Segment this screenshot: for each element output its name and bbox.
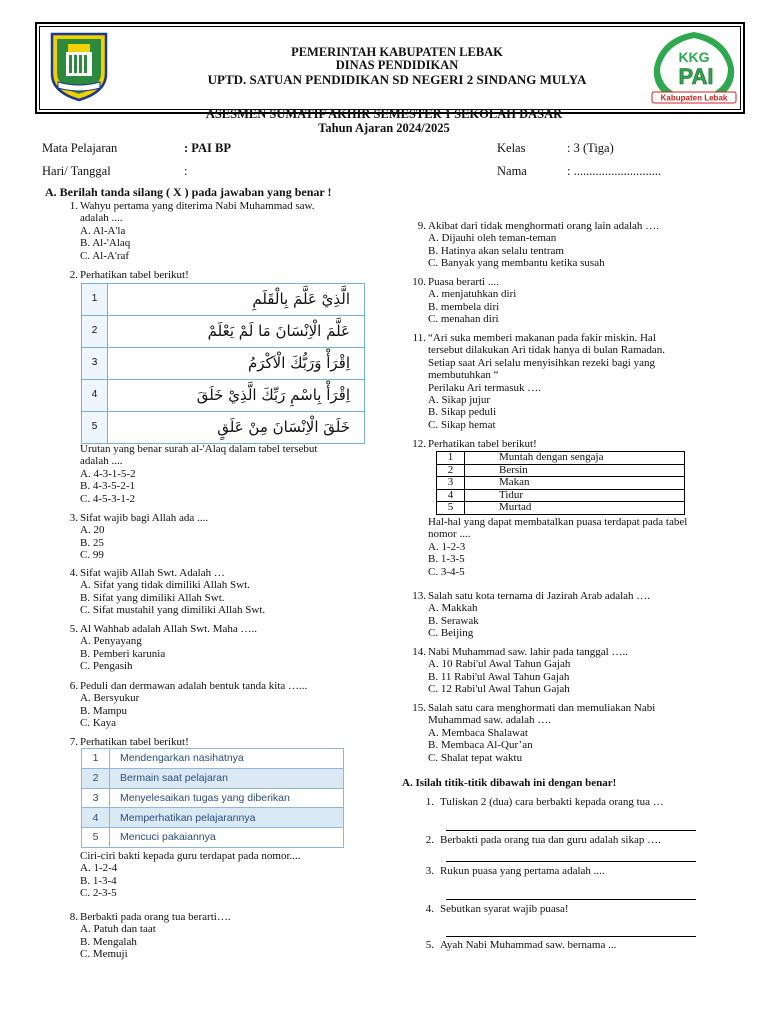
essay-question-2: 2. Berbakti pada orang tua dan guru adalah sikap ….	[425, 834, 661, 846]
question-15: 15. Salah satu cara menghormati dan memuliakan Nabi Muhammad saw. adalah …. A. Membaca Shalawat B. Membaca Al-Qur’an C. Shalat tepat waktu	[404, 702, 714, 764]
arabic-verse-table: 1 الَّذِيْ عَلَّمَ بِالْقَلَمِ 2 عَلَّمَ الْاِنْسَانَ مَا لَمْ يَعْلَمْ 3 اِقْرَأْ وَرَبُّكَ الْاَكْرَمُ 4 اِقْرَأْ بِاسْمِ رَبِّكَ الَّذِيْ خَلَقَ 5 خَلَقَ الْاِنْسَانَ مِنْ عَلَقٍ	[81, 283, 365, 444]
answer-line-2[interactable]	[446, 861, 696, 862]
lebak-regency-logo-icon	[48, 30, 110, 102]
section-b-instruction: A. Isilah titik-titik dibawah ini dengan benar!	[402, 777, 617, 789]
option-c[interactable]: C. 2-3-5	[80, 887, 117, 900]
teacher-respect-table: 1 Mendengarkan nasihatnya 2 Bermain saat pelajaran 3 Menyelesaikan tugas yang diberikan 4 Memperhatikan pelajarannya 5 Mencuci pakaiannya	[81, 748, 344, 848]
kkg-logo-text: KKG	[678, 49, 710, 65]
question-1: 1. Wahyu pertama yang diterima Nabi Muhammad saw. adalah .... A. Al-A'la B. Al-'Alaq C. Al-A'raf	[56, 200, 366, 262]
pai-logo-text: PAI	[678, 64, 714, 89]
option-a[interactable]: A. 1-2-4	[80, 862, 118, 875]
fasting-table: 1 Muntah dengan sengaja 2 Bersin 3 Makan 4 Tidur 5 Murtad	[436, 451, 685, 515]
option-a[interactable]: A. Dijauhi oleh teman-teman	[428, 232, 557, 245]
academic-year: Tahun Ajaran 2024/2025	[318, 121, 450, 135]
kabupaten-lebak-caption: Kabupaten Lebak	[660, 93, 728, 103]
option-c[interactable]: C. 4-5-3-1-2	[80, 492, 135, 505]
question-13: 13. Salah satu kota ternama di Jazirah Arab adalah …. A. Makkah B. Serawak C. Beijing	[404, 590, 714, 640]
section-a-instruction: A. Berilah tanda silang ( X ) pada jawaban yang benar !	[45, 185, 332, 199]
answer-line-1[interactable]	[446, 830, 696, 831]
option-a[interactable]: A. Sifat yang tidak dimiliki Allah Swt.	[80, 579, 250, 592]
option-c[interactable]: C. Banyak yang membantu ketika susah	[428, 257, 605, 270]
option-c[interactable]: C. Al-A'raf	[80, 249, 130, 262]
subject-label: Mata Pelajaran	[42, 141, 118, 155]
option-b[interactable]: B. Mengalah	[80, 935, 137, 948]
option-c[interactable]: C. 3-4-5	[428, 565, 465, 578]
option-b[interactable]: B. membela diri	[428, 300, 500, 313]
option-b[interactable]: B. Pemberi karunia	[80, 647, 166, 660]
question-2: 2. Perhatikan tabel berikut!	[69, 269, 189, 281]
question-10: 10. Puasa berarti .... A. menjatuhkan diri B. membela diri C. menahan diri	[404, 276, 714, 326]
option-c[interactable]: C. Memuji	[80, 948, 128, 961]
date-label: Hari/ Tanggal	[42, 164, 111, 178]
option-a[interactable]: A. Al-A'la	[80, 224, 126, 237]
essay-question-3: 3. Rukun puasa yang pertama adalah ....	[425, 865, 605, 877]
option-c[interactable]: C. 12 Rabi'ul Awal Tahun Gajah	[428, 683, 570, 696]
option-b[interactable]: B. Sifat yang dimiliki Allah Swt.	[80, 591, 225, 604]
option-a[interactable]: A. Bersyukur	[80, 692, 140, 705]
option-c[interactable]: C. Sifat mustahil yang dimiliki Allah Swt.	[80, 604, 266, 617]
name-label: Nama	[497, 164, 527, 178]
answer-line-4[interactable]	[446, 936, 696, 937]
header-government: PEMERINTAH KABUPATEN LEBAK	[291, 45, 503, 59]
question-2-prompt: Urutan yang benar surah al-'Alaq dalam tabel tersebut adalah .... A. 4-3-1-5-2 B. 4-3-5-2-1 C. 4-5-3-1-2	[56, 443, 366, 505]
question-11: 11. “Ari suka memberi makanan pada fakir miskin. Hal tersebut dilakukan Ari tidak hanya di bulan Ramadan. Setiap saat Ari selalu menyisihkan rezeki bagi yang membutuhkan “ Perilaku Ari termasuk …. A. Sikap jujur B. Sikap peduli C. Sikap hemat	[404, 332, 734, 431]
question-7: 7. Perhatikan tabel berikut!	[69, 736, 189, 748]
option-a[interactable]: A. Makkah	[428, 602, 478, 615]
option-b[interactable]: B. 1-3-5	[428, 553, 465, 566]
option-c[interactable]: C. 99	[80, 549, 104, 562]
option-b[interactable]: B. 11 Rabi'ul Awal Tahun Gajah	[428, 670, 570, 683]
essay-question-5: 5. Ayah Nabi Muhammad saw. bernama ...	[425, 939, 617, 951]
option-b[interactable]: B. Mampu	[80, 704, 128, 717]
question-12: 12. Perhatikan tabel berikut!	[412, 438, 537, 450]
answer-line-3[interactable]	[446, 899, 696, 900]
option-b[interactable]: B. Hatinya akan selalu tentram	[428, 244, 564, 257]
option-c[interactable]: C. Kaya	[80, 717, 117, 730]
date-value[interactable]: :	[184, 164, 188, 178]
header-department: DINAS PENDIDIKAN	[335, 58, 459, 72]
option-a[interactable]: A. 20	[80, 524, 105, 537]
exam-title: ASESMEN SUMATIF AKHIR SEMESTER 1 SEKOLAH DASAR	[205, 107, 563, 121]
option-b[interactable]: B. Serawak	[428, 614, 479, 627]
option-c[interactable]: C. Pengasih	[80, 660, 133, 673]
option-b[interactable]: B. 1-3-4	[80, 874, 117, 887]
option-c[interactable]: C. Beijing	[428, 627, 474, 640]
option-a[interactable]: A. Sikap jujur	[428, 394, 491, 407]
question-6: 6. Peduli dan dermawan adalah bentuk tanda kita …... A. Bersyukur B. Mampu C. Kaya	[56, 680, 366, 730]
question-7-prompt: Ciri-ciri bakti kepada guru terdapat pada nomor.... A. 1-2-4 B. 1-3-4 C. 2-3-5	[56, 850, 366, 900]
option-a[interactable]: A. menjatuhkan diri	[428, 288, 517, 301]
option-c[interactable]: C. menahan diri	[428, 313, 499, 326]
option-c[interactable]: C. Sikap hemat	[428, 418, 496, 431]
question-14: 14. Nabi Muhammad saw. lahir pada tanggal ….. A. 10 Rabi'ul Awal Tahun Gajah B. 11 Rabi'ul Awal Tahun Gajah C. 12 Rabi'ul Awal Tahun Gajah	[404, 646, 714, 696]
class-label: Kelas	[497, 141, 526, 155]
option-a[interactable]: A. 10 Rabi'ul Awal Tahun Gajah	[428, 658, 571, 671]
question-4: 4. Sifat wajib Allah Swt. Adalah … A. Sifat yang tidak dimiliki Allah Swt. B. Sifat yang dimiliki Allah Swt. C. Sifat mustahil yang dimiliki Allah Swt.	[56, 567, 366, 617]
subject-value: : PAI BP	[184, 141, 231, 155]
option-a[interactable]: A. 1-2-3	[428, 540, 466, 553]
letterhead-box	[35, 22, 745, 114]
option-a[interactable]: A. Penyayang	[80, 635, 142, 648]
option-b[interactable]: B. Sikap peduli	[428, 406, 497, 419]
question-12-prompt: Hal-hal yang dapat membatalkan puasa terdapat pada tabel nomor .... A. 1-2-3 B. 1-3-5 C. 3-4-5	[404, 516, 734, 578]
option-a[interactable]: A. 4-3-1-5-2	[80, 467, 136, 480]
class-value: : 3 (Tiga)	[567, 141, 614, 155]
essay-question-4: 4. Sebutkan syarat wajib puasa!	[425, 903, 569, 915]
header-school: UPTD. SATUAN PENDIDIKAN SD NEGERI 2 SINDANG MULYA	[207, 72, 587, 87]
option-a[interactable]: A. Membaca Shalawat	[428, 726, 528, 739]
question-8: 8. Berbakti pada orang tua berarti…. A. Patuh dan taat B. Mengalah C. Memuji	[56, 911, 366, 961]
question-3: 3. Sifat wajib bagi Allah ada .... A. 20 B. 25 C. 99	[56, 512, 366, 562]
option-c[interactable]: C. Shalat tepat waktu	[428, 751, 523, 764]
kkg-pai-logo-icon	[648, 28, 740, 104]
option-a[interactable]: A. Patuh dan taat	[80, 923, 156, 936]
name-value[interactable]: : ............................	[567, 164, 662, 178]
option-b[interactable]: B. Membaca Al-Qur’an	[428, 739, 533, 752]
essay-question-1: 1. Tuliskan 2 (dua) cara berbakti kepada orang tua …	[425, 796, 664, 808]
option-b[interactable]: B. 25	[80, 536, 104, 549]
option-b[interactable]: B. Al-'Alaq	[80, 237, 131, 250]
option-b[interactable]: B. 4-3-5-2-1	[80, 480, 135, 493]
question-9: 9. Akibat dari tidak menghormati orang lain adalah …. A. Dijauhi oleh teman-teman B. Hatinya akan selalu tentram C. Banyak yang membantu ketika susah	[404, 220, 714, 270]
question-5: 5. Al Wahhab adalah Allah Swt. Maha ….. A. Penyayang B. Pemberi karunia C. Pengasih	[56, 623, 366, 673]
